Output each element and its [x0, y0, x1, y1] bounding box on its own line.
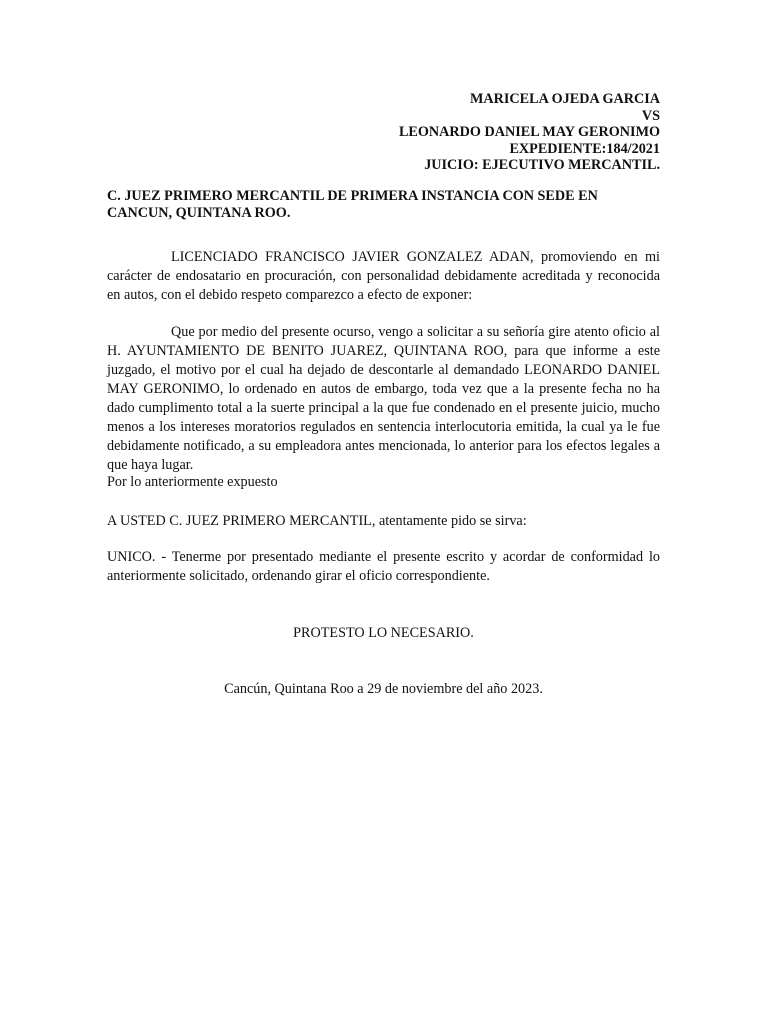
court-addressee: C. JUEZ PRIMERO MERCANTIL DE PRIMERA INSTANCIA CON SEDE EN CANCUN, QUINTANA ROO. [107, 188, 598, 221]
case-header [107, 91, 660, 174]
unico-paragraph: UNICO. - Tenerme por presentado mediante el presente escrito y acordar de conformidad lo anteriormente solicitado, ordenando girar el oficio correspondiente. [107, 549, 660, 584]
case-number: EXPEDIENTE:184/2021 [509, 140, 660, 157]
intro-paragraph: LICENCIADO FRANCISCO JAVIER GONZALEZ ADAN, promoviendo en mi carácter de endosatario en procuración, con personalidad debidamente acreditada y reconocida en autos, con el debido respeto comparezco a efecto de exponer: [107, 249, 660, 303]
plaintiff-name: MARICELA OJEDA GARCIA [470, 91, 660, 107]
address-paragraph: A USTED C. JUEZ PRIMERO MERCANTIL, atentamente pido se sirva: [107, 513, 527, 529]
versus-label: VS [641, 107, 660, 124]
expuesto-paragraph: Por lo anteriormente expuesto [107, 474, 278, 490]
protesto-line: PROTESTO LO NECESARIO. [293, 625, 474, 641]
trial-type: JUICIO: EJECUTIVO MERCANTIL. [424, 157, 660, 173]
defendant-name: LEONARDO DANIEL MAY GERONIMO [398, 124, 660, 140]
request-paragraph: Que por medio del presente ocurso, vengo a solicitar a su señoría gire atento oficio al H. AYUNTAMIENTO DE BENITO JUAREZ, QUINTANA ROO, para que informe a este juzgado, el motivo por el cual ha dejado de descontarle al demandado LEONARDO DANIEL MAY GERONIMO, lo ordenado en autos de embargo, toda vez que a la presente fecha no ha dado cumplimento total a la suerte principal a la que fue condenado en el presente juicio, mucho menos a los intereses moratorios regulados en sentencia interlocutoria emitida, la cual ya le fue debidamente notificado, a su empleadora antes mencionada, lo anterior para los efectos legales a que haya lugar. [107, 324, 660, 473]
place-date-line: Cancún, Quintana Roo a 29 de noviembre del año 2023. [224, 681, 543, 697]
